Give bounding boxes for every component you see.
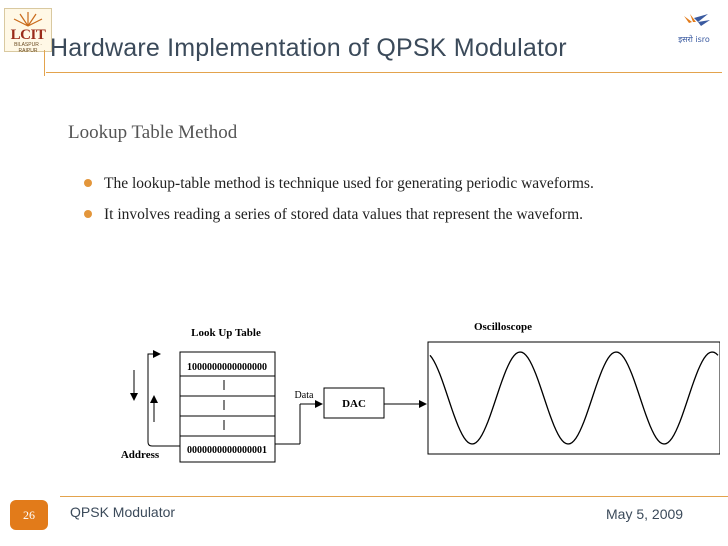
sun-rays-icon [11,11,45,27]
page-number-badge: 26 [10,500,48,530]
scope-title: Oscilloscope [473,321,533,333]
bullet-text: It involves reading a series of stored data values that represent the waveform. [104,206,584,223]
lcit-logo-subtext: BILASPUR · RAIPUR [14,42,42,54]
data-label: Data [294,390,314,401]
bullet-dot-icon [84,210,92,218]
title-rule [46,72,722,73]
lookup-table-diagram [100,312,720,472]
footer-date: May 5, 2009 [606,506,684,522]
lcit-logo-text: LCIT [10,27,46,43]
footer-title: QPSK Modulator [70,504,176,520]
lut-title: Look Up Table [191,327,261,339]
bullet-item [84,175,594,206]
address-loop [134,354,180,446]
bullet-text: The lookup-table method is technique used for generating periodic waveforms. [104,175,594,192]
lut-last-row: 0000000000000001 [187,445,267,456]
lut-first-row: 1000000000000000 [187,362,267,373]
isro-logo [670,12,718,48]
oscilloscope-screen [428,342,720,454]
bullet-list [84,175,594,237]
data-connector [275,404,322,444]
footer-rule [60,496,728,497]
subheading: Lookup Table Method [68,122,238,143]
slide-title: Hardware Implementation of QPSK Modulator [50,34,567,62]
lcit-logo [4,8,52,52]
title-accent-vertical [44,50,45,76]
isro-logo-text: इसरो isro [678,35,710,44]
address-label: Address [120,449,160,461]
dac-label: DAC [342,398,366,410]
bullet-item [84,206,594,237]
bullet-dot-icon [84,179,92,187]
